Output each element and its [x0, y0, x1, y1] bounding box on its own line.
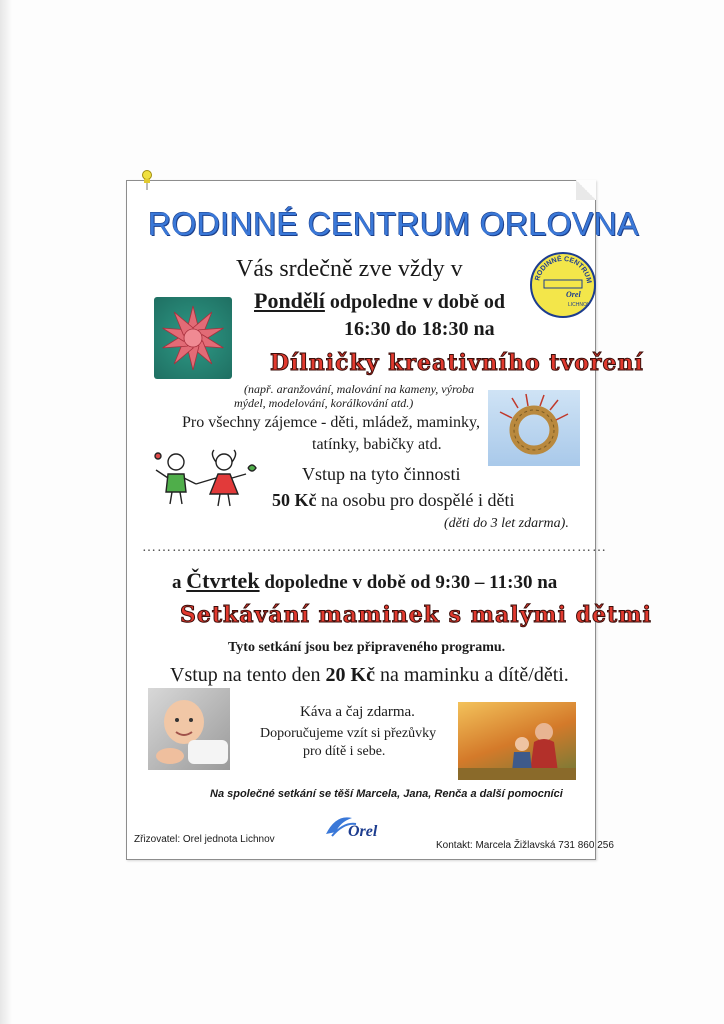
entry-free-note: (děti do 3 let zdarma).	[444, 516, 569, 531]
paper-flower-image	[154, 297, 232, 379]
scan-edge	[0, 0, 12, 1024]
logo-ring-text: RODINNÉ CENTRUM	[534, 255, 593, 284]
monday-line	[254, 288, 505, 314]
flower-icon	[154, 297, 232, 379]
contact-text: Kontakt: Marcela Žižlavská 731 860 256	[436, 840, 614, 851]
thursday-rest: dopoledne v době od 9:30 – 11:30 na	[259, 572, 558, 593]
monday-day: Pondělí	[254, 288, 325, 313]
audience-line-2: tatínky, babičky atd.	[312, 436, 442, 453]
thursday-entry-b: na maminku a dítě/děti.	[374, 664, 569, 686]
orel-logo	[322, 812, 394, 842]
founder-text: Zřizovatel: Orel jednota Lichnov	[134, 834, 275, 845]
monday-time: 16:30 do 18:30 na	[344, 318, 495, 340]
monday-event-heading: Dílničky kreativního tvoření	[270, 350, 644, 376]
monday-note-line-2: mýdel, modelování, korálkování atd.)	[234, 396, 414, 410]
logo-inner-text: Orel	[566, 290, 581, 299]
entry-line-2	[272, 490, 514, 511]
entry-line-1: Vstup na tyto činnosti	[302, 464, 461, 484]
closing-line: Na společné setkání se těší Marcela, Jana, Renča a další pomocníci	[210, 788, 563, 800]
wreath-icon	[488, 390, 580, 466]
entry-rest: na osobu pro dospělé i děti	[316, 490, 515, 510]
invite-text: Vás srdečně zve vždy v	[236, 256, 463, 282]
family-photo	[458, 702, 576, 780]
orel-logo-text: Orel	[348, 823, 378, 840]
audience-line-1: Pro všechny zájemce - děti, mládež, maminky,	[182, 414, 480, 431]
recommend-line-2: pro dítě i sebe.	[303, 744, 386, 759]
thursday-entry	[170, 664, 569, 687]
monday-note-line-1: (např. aranžování, malování na kameny, výroba	[244, 382, 475, 396]
thursday-entry-a: Vstup na tento den	[170, 664, 326, 686]
baby-icon	[148, 688, 230, 770]
family-icon	[458, 702, 576, 780]
recommend-line-1: Doporučujeme vzít si přezůvky	[260, 726, 437, 741]
wreath-image	[488, 390, 580, 466]
coffee-text: Káva a čaj zdarma.	[300, 704, 415, 720]
rodinne-centrum-logo	[530, 252, 596, 318]
logo-place-text: LICHNOV	[568, 302, 591, 308]
thursday-entry-price: 20 Kč	[325, 664, 375, 686]
entry-price: 50 Kč	[272, 490, 317, 510]
folded-corner	[576, 180, 596, 200]
pushpin-icon	[140, 170, 154, 190]
thursday-note: Tyto setkání jsou bez připraveného programu.	[228, 640, 506, 655]
kids-drawing-icon	[150, 448, 262, 510]
thursday-prefix: a	[172, 572, 187, 593]
thursday-event-heading: Setkávání maminek s malými dětmi	[180, 602, 652, 628]
thursday-line	[172, 568, 557, 594]
thursday-day: Čtvrtek	[186, 568, 260, 593]
baby-photo	[148, 688, 230, 770]
dotted-separator: …………………………………………………………………………………	[142, 540, 607, 555]
monday-rest: odpoledne v době od	[324, 291, 505, 313]
poster-title: RODINNÉ CENTRUM ORLOVNA	[148, 206, 640, 242]
